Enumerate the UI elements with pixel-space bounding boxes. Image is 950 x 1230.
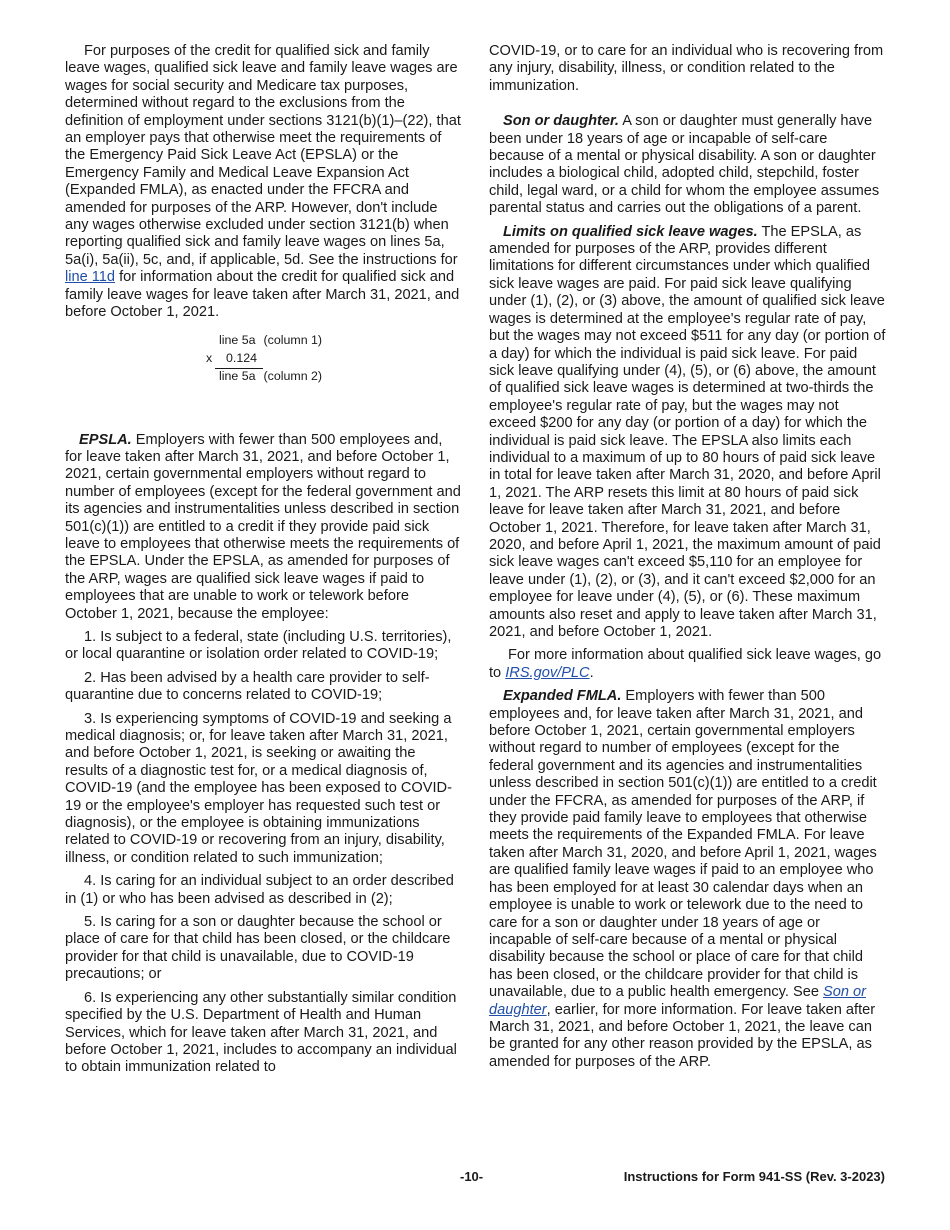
intro-paragraph: For purposes of the credit for qualified sick and family leave wages, qualified sick leave and family leave wages are wages for social security and Medicare tax purposes, determined without regard to the exclusions from the definition of employment under sections 3121(b)(1)–(22), that an employer pays that otherwise meet the requirements of the Emergency Paid Sick Leave Act (EPSLA) or the Emergency Family and Medical Leave Expansion Act (Expanded FMLA), as enacted under the FFCRA and amended for purposes of the ARP. However, don't include any wages otherwise excluded under section 3121(b) when reporting qualified sick and family leave wages on lines 5a, 5a(i), 5a(ii), 5c, and, if applicable, 5d. See the instructions for line 11d for information about the credit for qualified sick and family leave wages for leave taken after March 31, 2021, and before October 1, 2021. [65, 43, 461, 321]
expanded-fmla-paragraph: Expanded FMLA. Employers with fewer than 500 employees and, for leave taken after March 31, 2021, and before October 1, 2021, certain governmental employers without regard to number of employees (except for the federal government and its agencies and instrumentalities unless described in section 501(c)(1)) are entitled to a credit under the FFCRA, as amended for purposes of the ARP, if they provide paid family leave to employees that otherwise meets the requirements of the Expanded FMLA. For leave taken after March 31, 2020, and before April 1, 2021, wages are qualified family leave wages if paid to an employee who has been employed for at least 30 calendar days when an employee is unable to work or telework due to the need to care for a son or daughter under 18 years of age or incapable of self-care because of a mental or physical disability because the school or place of care for that child has been closed, or the childcare provider for that child is unavailable, due to a public health emergency. See Son or daughter, earlier, for more information. For leave taken after March 31, 2021, and before October 1, 2021, the leave can be granted for any other reason provided by the EPSLA, as amended for purposes of the ARP. [489, 688, 877, 1070]
right-column [489, 43, 886, 1077]
more-info-paragraph: For more information about qualified sick leave wages, go to IRS.gov/PLC. [489, 647, 882, 681]
epsla-heading: EPSLA. [79, 431, 132, 448]
son-or-daughter-paragraph: Son or daughter. A son or daughter must generally have been under 18 years of age or incapable of self-care because of a mental or physical disability. A son or daughter includes a biological child, adopted child, stepchild, foster child, legal ward, or a child for whom the employee assumes parental status and carries out the obligations of a parent. [489, 113, 880, 217]
expanded-fmla-heading: Expanded FMLA. [503, 688, 622, 705]
list-item: 5. Is caring for a son or daughter because the school or place of care for that child has been closed, or the childcare provider for that child is unavailable, due to COVID-19 precautions; or [65, 914, 451, 983]
irs-plc-link[interactable]: IRS.gov/PLC [505, 664, 590, 681]
formula-line-2: line 5a (column 2) [219, 368, 323, 383]
son-or-daughter-link[interactable]: Son or daughter [489, 984, 866, 1018]
formula-line-1: line 5a (column 1) [219, 332, 323, 347]
continuation-paragraph: COVID-19, or to care for an individual who is recovering from any injury, disability, illness, or condition related to the immunization. [489, 43, 884, 94]
left-column [65, 43, 461, 1083]
son-or-daughter-heading: Son or daughter. [503, 113, 619, 130]
epsla-paragraph: EPSLA. Employers with fewer than 500 employees and, for leave taken after March 31, 2021, and before October 1, 2021, certain governmental employers without regard to number of employees (except for the federal government and its agencies and instrumentalities unless described in section 501(c)(1)) are entitled to a credit if they provide paid sick leave to employees that otherwise meets the requirements of the EPSLA. Under the EPSLA, as amended for purposes of the ARP, wages are qualified sick leave wages if paid to employees that are unable to work or telework before October 1, 2021, because the employee: [65, 431, 461, 622]
list-item: 1. Is subject to a federal, state (including U.S. territories), or local quarantine or isolation order related to COVID-19; [65, 628, 452, 663]
form-revision: Instructions for Form 941-SS (Rev. 3-2023) [623, 1169, 885, 1184]
calculation-formula [65, 332, 461, 412]
formula-multiplier: x 0.124 [206, 350, 258, 365]
list-item: 2. Has been advised by a health care provider to self-quarantine due to concerns related to COVID-19; [65, 669, 430, 704]
list-item: 4. Is caring for an individual subject to an order described in (1) or who has been advised as described in (2); [65, 873, 454, 907]
limits-heading: Limits on qualified sick leave wages. [503, 223, 758, 240]
limits-paragraph: Limits on qualified sick leave wages. The EPSLA, as amended for purposes of the ARP, provides different limitations for different circumstances under which qualified sick leave wages are paid. For paid sick leave qualifying under (1), (2), or (3) above, the amount of qualified sick leave wages is determined at the employee's regular rate of pay, but the wages may not exceed $511 for any day (or portion of a day) for which the individual is paid sick leave. For paid sick leave qualifying under (4), (5), or (6) above, the amount of qualified sick leave wages is determined at two-thirds the employee's regular rate of pay, but the wages may not exceed $200 for any day (or portion of a day) for which the individual is paid sick leave. The EPSLA also limits each individual to a maximum of up to 80 hours of paid sick leave in total for leave taken after March 31, 2020, and before April 1, 2021. The ARP resets this limit at 80 hours of paid sick leave for leave taken after March 31, 2021, and before October 1, 2021. Therefore, for leave taken after March 31, 2020, and before April 1, 2021, the maximum amount of paid sick leave wages can't exceed $5,110 for an employee for leave under (1), (2), or (3), and it can't exceed $2,000 for an employee for leave under (4), (5), or (6). These maximum amounts also reset and apply to leave taken after March 31, 2021, and before October 1, 2021. [489, 223, 886, 640]
list-item: 6. Is experiencing any other substantially similar condition specified by the U.S. Department of Health and Human Services, which for leave taken after March 31, 2021, and before October 1, 2021, includes to accompany an individual to obtain immunization related to [65, 989, 457, 1076]
line-11d-link[interactable]: line 11d [65, 269, 116, 286]
page-number: -10- [460, 1169, 484, 1184]
list-item: 3. Is experiencing symptoms of COVID-19 and seeking a medical diagnosis; or, for leave taken after March 31, 2021, and before October 1, 2021, is seeking or awaiting the results of a diagnostic test for, or a medical diagnosis of, COVID-19 (and the employee has been exposed to COVID-19 or the employee's employer has requested such test or diagnosis), or the employee is obtaining immunizations related to COVID-19 or recovering from an injury, disability, illness, or condition related to such immunization; [65, 710, 452, 866]
